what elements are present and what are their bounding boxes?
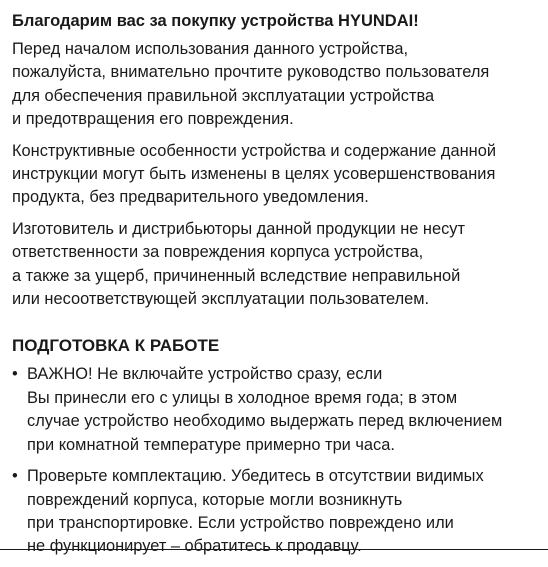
design-changes-paragraph bbox=[12, 140, 546, 210]
manual-page bbox=[12, 10, 546, 567]
text-line: а также за ущерб, причиненный вследствие неправильной bbox=[12, 266, 461, 285]
bullet-dot: • bbox=[12, 467, 18, 486]
text-line: при транспортировке. Если устройство повреждено или bbox=[27, 513, 454, 532]
text-line: Вы принесли его с улицы в холодное время года; в этом bbox=[27, 388, 458, 407]
text-line: повреждений корпуса, которые могли возникнуть bbox=[27, 490, 403, 509]
text-line: ВАЖНО! Не включайте устройство сразу, если bbox=[27, 365, 383, 384]
text-line: Проверьте комплектацию. Убедитесь в отсутствии видимых bbox=[27, 467, 484, 486]
text-line: Конструктивные особенности устройства и содержание данной bbox=[12, 141, 496, 160]
check-contents-bullet bbox=[12, 465, 546, 559]
text-line: случае устройство необходимо выдержать перед включением bbox=[27, 412, 503, 431]
intro-paragraph bbox=[12, 38, 546, 132]
text-line: пожалуйста, внимательно прочтите руководство пользователя bbox=[12, 63, 490, 82]
text-line: и предотвращения его повреждения. bbox=[12, 110, 294, 129]
liability-paragraph bbox=[12, 218, 546, 312]
thank-you-heading: Благодарим вас за покупку устройства HYUNDAI! bbox=[12, 12, 419, 30]
text-line: для обеспечения правильной эксплуатации устройства bbox=[12, 86, 435, 105]
text-line: Перед началом использования данного устройства, bbox=[12, 40, 409, 58]
preparation-section-title: ПОДГОТОВКА К РАБОТЕ bbox=[12, 336, 220, 356]
text-line: не функционирует – обратитесь к продавцу. bbox=[27, 537, 362, 556]
text-line: инструкции могут быть изменены в целях усовершенствования bbox=[12, 165, 496, 184]
text-line: при комнатной температуре примерно три часа. bbox=[27, 435, 395, 454]
text-line: Изготовитель и дистрибьюторы данной продукции не несут bbox=[12, 219, 465, 238]
text-line: ответственности за повреждения корпуса устройства, bbox=[12, 243, 424, 262]
bottom-divider bbox=[0, 549, 548, 550]
text-line: продукта, без предварительного уведомления. bbox=[12, 188, 369, 207]
text-line: или несоответствующей эксплуатации пользователем. bbox=[12, 290, 430, 309]
bullet-dot: • bbox=[12, 365, 18, 384]
important-warning-bullet bbox=[12, 363, 546, 457]
